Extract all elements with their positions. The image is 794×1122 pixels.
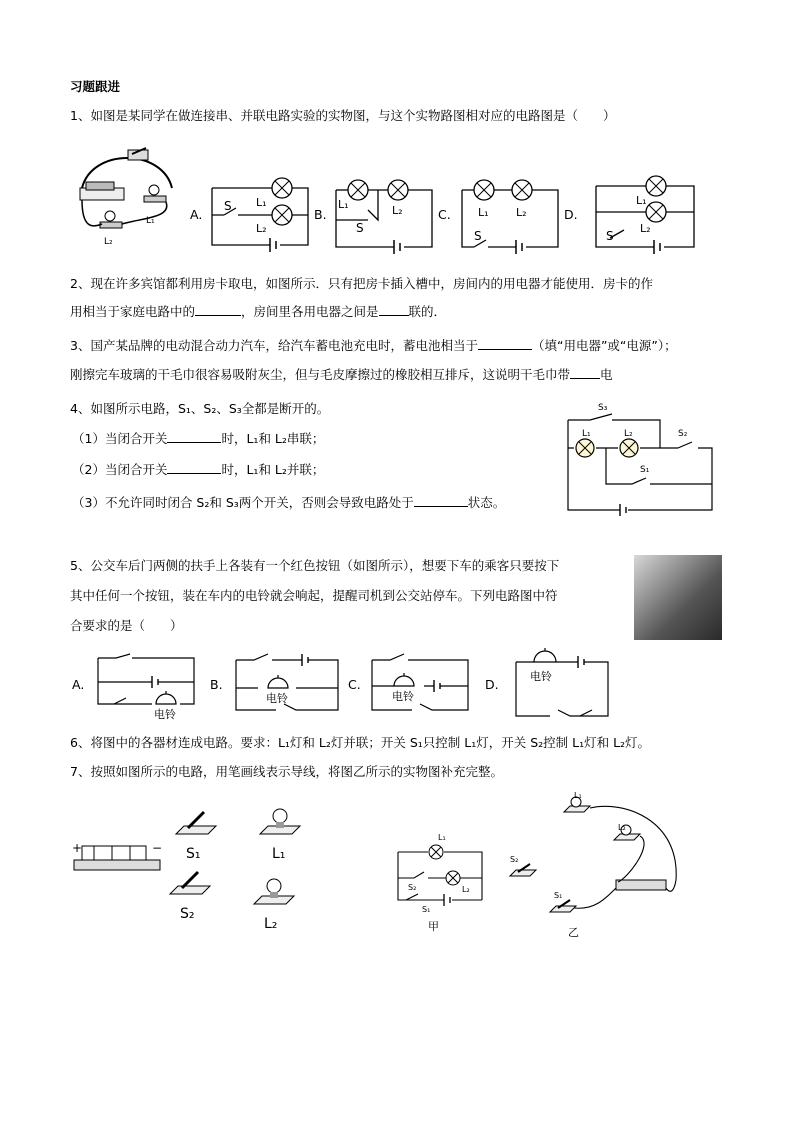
q5-option-b-letter: B. bbox=[210, 677, 223, 692]
q5-d-bell-label: 电铃 bbox=[530, 670, 552, 683]
q6-switch-s1 bbox=[174, 808, 218, 864]
question-7-text: 7、按照如图所示的电路，用笔画线表示导线，将图乙所示的实物图补充完整。 bbox=[70, 764, 503, 779]
q7-yi-label-l1: L₁ bbox=[574, 791, 582, 800]
q4-p2-text-a: （2）当闭合开关 bbox=[72, 462, 168, 477]
q1-option-c-circuit bbox=[460, 172, 560, 250]
q6-label-l1: L₁ bbox=[272, 846, 286, 862]
q2-text-b: ，房间里各用电器之间是 bbox=[241, 304, 379, 319]
q7-yi-label-s2: S₂ bbox=[510, 855, 519, 864]
q5-option-c-letter: C. bbox=[348, 677, 361, 692]
q3-blank-1[interactable] bbox=[478, 337, 532, 350]
q5-option-a-circuit bbox=[96, 654, 202, 722]
q5-option-a-letter: A. bbox=[72, 677, 85, 692]
section-title: 习题跟进 bbox=[70, 79, 121, 94]
q1-photo-label-l2: L₂ bbox=[104, 237, 113, 247]
q1-a-label-s: S bbox=[224, 199, 232, 213]
q7-yi-label-s1: S₁ bbox=[554, 891, 563, 900]
q2-blank-2[interactable] bbox=[379, 303, 409, 316]
question-5-line-2: 其中任何一个按钮，装在车内的电铃就会响起，提醒司机到公交站停车。下列电路图中符 bbox=[70, 588, 558, 603]
bus-button-photo bbox=[634, 555, 722, 640]
q5-option-b-circuit bbox=[234, 654, 340, 714]
q1-c-label-s: S bbox=[474, 229, 482, 243]
q6-battery-pack bbox=[72, 838, 164, 874]
q1-option-a-letter: A. bbox=[190, 207, 203, 222]
q4-label-s1: S₁ bbox=[640, 465, 650, 475]
q4-p3-text-a: （3）不允许同时闭合 S₂和 S₃两个开关，否则会导致电路处于 bbox=[72, 495, 414, 510]
q1-option-b-circuit bbox=[334, 172, 434, 250]
q4-blank-3[interactable] bbox=[414, 494, 468, 507]
q4-p1-text-b: 时，L₁和 L₂串联； bbox=[221, 431, 325, 446]
question-4-intro: 4、如图所示电路，S₁、S₂、S₃全都是断开的。 bbox=[70, 401, 330, 416]
q1-b-label-s: S bbox=[356, 221, 364, 235]
q3-text-d: 电 bbox=[600, 367, 613, 382]
q4-label-s2: S₂ bbox=[678, 429, 688, 439]
q7-jia-caption: 甲 bbox=[428, 920, 439, 933]
q6-lamp-l2 bbox=[252, 876, 296, 934]
q4-label-l1: L₁ bbox=[582, 429, 591, 439]
q7-jia-label-l2: L₂ bbox=[462, 885, 470, 894]
q5-c-bell-label: 电铃 bbox=[392, 690, 414, 703]
q1-d-label-l1: L₁ bbox=[636, 194, 647, 207]
q4-label-s3: S₃ bbox=[598, 403, 608, 413]
q6-label-s2: S₂ bbox=[180, 906, 195, 922]
q5-b-bell-label: 电铃 bbox=[266, 692, 288, 705]
q4-part-1 bbox=[72, 430, 324, 448]
q1-apparatus-photo bbox=[72, 148, 182, 248]
q4-label-l2: L₂ bbox=[624, 429, 633, 439]
q7-jia-label-s1: S₁ bbox=[422, 905, 431, 914]
question-6-text: 6、将图中的各器材连成电路。要求：L₁灯和 L₂灯并联；开关 S₁只控制 L₁灯，开关 S₂控制 L₁灯和 L₂灯。 bbox=[70, 735, 651, 750]
q4-p2-text-b: 时，L₁和 L₂并联； bbox=[221, 462, 325, 477]
q4-part-3 bbox=[72, 494, 505, 512]
q1-a-label-l2: L₂ bbox=[256, 222, 267, 235]
q7-jia-label-s2: S₂ bbox=[408, 883, 417, 892]
q5-a-bell-label: 电铃 bbox=[154, 708, 176, 721]
q7-circuit-jia bbox=[394, 828, 490, 932]
q3-text-a: 3、国产某品牌的电动混合动力汽车，给汽车蓄电池充电时，蓄电池相当于 bbox=[70, 338, 478, 353]
q5-option-d-letter: D. bbox=[485, 677, 499, 692]
q1-a-label-l1: L₁ bbox=[256, 196, 267, 209]
q7-circuit-yi bbox=[504, 791, 684, 939]
q2-blank-1[interactable] bbox=[195, 303, 241, 316]
question-1-text: 1、如图是某同学在做连接串、并联电路实验的实物图，与这个实物路图相对应的电路图是（ ） bbox=[70, 108, 616, 123]
question-2-line-1: 2、现在许多宾馆都利用房卡取电，如图所示．只有把房卡插入槽中，房间内的用电器才能使用．房卡的作 bbox=[70, 276, 653, 291]
q4-blank-2[interactable] bbox=[167, 461, 221, 474]
q1-option-a-circuit bbox=[210, 170, 310, 250]
q1-b-label-l2: L₂ bbox=[392, 204, 403, 217]
q6-switch-s2 bbox=[168, 868, 212, 926]
q3-blank-2[interactable] bbox=[570, 366, 600, 379]
q6-battery-minus: − bbox=[152, 841, 163, 855]
q1-option-c-letter: C. bbox=[438, 207, 451, 222]
q4-p1-text-a: （1）当闭合开关 bbox=[72, 431, 168, 446]
q1-b-label-l1: L₁ bbox=[338, 198, 349, 211]
q1-photo-label-l1: L₁ bbox=[146, 216, 155, 226]
q5-option-c-circuit bbox=[370, 654, 470, 714]
q1-d-label-s: S bbox=[606, 229, 614, 243]
q4-p3-text-b: 状态。 bbox=[467, 495, 506, 510]
q1-option-d-circuit bbox=[594, 172, 698, 250]
q1-d-label-l2: L₂ bbox=[640, 222, 651, 235]
question-3-line-2 bbox=[70, 366, 613, 384]
q1-c-label-l2: L₂ bbox=[516, 206, 527, 219]
q7-jia-label-l1: L₁ bbox=[438, 833, 446, 842]
question-2-line-2 bbox=[70, 303, 446, 321]
q7-yi-caption: 乙 bbox=[568, 926, 579, 939]
q6-lamp-l1 bbox=[258, 806, 302, 864]
q1-option-b-letter: B. bbox=[314, 207, 327, 222]
q2-text-c: 联的． bbox=[408, 304, 447, 319]
q4-circuit-diagram bbox=[560, 400, 720, 522]
question-3-line-1 bbox=[70, 337, 677, 355]
question-5-line-3: 合要求的是（ ） bbox=[70, 618, 183, 633]
q2-text-a: 用相当于家庭电路中的 bbox=[70, 304, 196, 319]
question-5-line-1: 5、公交车后门两侧的扶手上各装有一个红色按钮（如图所示），想要下车的乘客只要按下 bbox=[70, 558, 560, 573]
q6-label-l2: L₂ bbox=[264, 916, 278, 932]
q4-blank-1[interactable] bbox=[167, 430, 221, 443]
q6-battery-plus: + bbox=[72, 841, 83, 855]
q1-c-label-l1: L₁ bbox=[478, 206, 489, 219]
q3-text-c: 刚擦完车玻璃的干毛巾很容易吸附灰尘，但与毛皮摩擦过的橡胶相互排斥，这说明干毛巾带 bbox=[70, 367, 571, 382]
q5-option-d-circuit bbox=[514, 644, 610, 720]
q7-yi-label-l2: L₂ bbox=[618, 823, 626, 832]
q4-part-2 bbox=[72, 461, 324, 479]
q1-option-d-letter: D. bbox=[564, 207, 578, 222]
q6-label-s1: S₁ bbox=[186, 846, 201, 862]
q3-text-b: （填“用电器”或“电源”）； bbox=[531, 338, 677, 353]
